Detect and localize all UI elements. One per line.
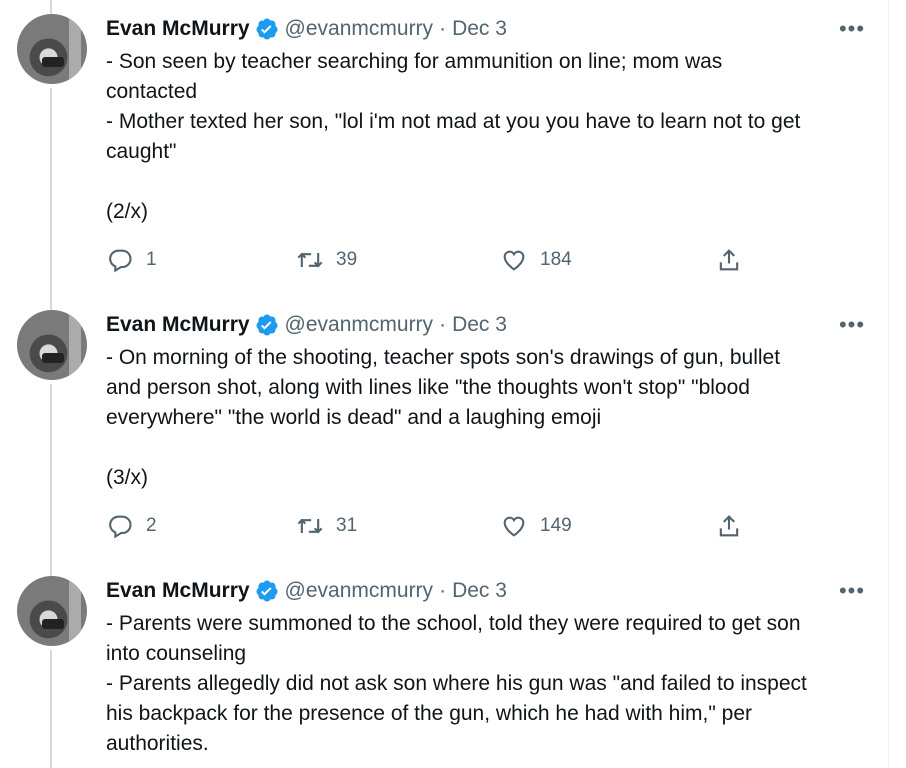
verified-badge-icon — [255, 313, 279, 337]
reply-count: 1 — [146, 249, 157, 270]
tweet-text-line: everywhere" "the world is dead" and a laughing emoji — [106, 406, 602, 429]
reply-button[interactable] — [106, 511, 157, 541]
retweet-button[interactable] — [296, 511, 357, 541]
share-icon — [715, 246, 743, 274]
tweet[interactable] — [0, 0, 888, 290]
tweet-header — [106, 310, 507, 340]
separator-dot: · — [439, 313, 447, 336]
author-name[interactable]: Evan McMurry — [106, 579, 250, 602]
tweet-text-line: - Parents allegedly did not ask son where his gun was "and failed to inspect — [106, 672, 807, 695]
like-count: 184 — [540, 249, 572, 270]
tweet-header — [106, 14, 507, 44]
column-border — [888, 0, 889, 768]
tweet-text — [106, 47, 876, 227]
tweet-text-line — [106, 167, 876, 197]
avatar[interactable] — [17, 576, 87, 646]
tweet-actions — [106, 245, 766, 275]
reply-button[interactable] — [106, 245, 157, 275]
reply-icon — [106, 246, 134, 274]
tweet-text-line: - Son seen by teacher searching for ammunition on line; mom was — [106, 50, 723, 73]
avatar[interactable] — [17, 310, 87, 380]
like-button[interactable] — [500, 245, 572, 275]
tweet-text-line: - Parents were summoned to the school, told they were required to get son — [106, 612, 801, 635]
retweet-icon — [296, 512, 324, 540]
tweet-text-line: authorities. — [106, 732, 209, 755]
like-button[interactable] — [500, 511, 572, 541]
tweet-text — [106, 609, 876, 759]
tweet[interactable] — [0, 562, 888, 768]
share-button[interactable] — [715, 245, 755, 275]
tweet-text-line — [106, 433, 876, 463]
tweet-date[interactable]: Dec 3 — [452, 17, 507, 40]
reply-count: 2 — [146, 515, 157, 536]
tweet-text-line: - On morning of the shooting, teacher spots son's drawings of gun, bullet — [106, 346, 781, 369]
avatar[interactable] — [17, 14, 87, 84]
reply-icon — [106, 512, 134, 540]
share-icon — [715, 512, 743, 540]
tweet-text-line: (3/x) — [106, 466, 148, 489]
tweet-text — [106, 343, 876, 493]
author-handle[interactable]: @evanmcmurry — [284, 579, 434, 602]
more-icon[interactable]: ••• — [838, 16, 866, 41]
separator-dot: · — [439, 579, 447, 602]
retweet-count: 39 — [336, 249, 358, 270]
tweet-text-line: - Mother texted her son, "lol i'm not mad at you you have to learn not to get — [106, 110, 801, 133]
author-handle[interactable]: @evanmcmurry — [284, 313, 434, 336]
tweet-date[interactable]: Dec 3 — [452, 313, 507, 336]
verified-badge-icon — [255, 579, 279, 603]
author-handle[interactable]: @evanmcmurry — [284, 17, 434, 40]
like-icon — [500, 246, 528, 274]
tweet-text-line: into counseling — [106, 642, 247, 665]
separator-dot: · — [439, 17, 447, 40]
tweet-text-line: caught" — [106, 140, 177, 163]
retweet-button[interactable] — [296, 245, 357, 275]
author-name[interactable]: Evan McMurry — [106, 313, 250, 336]
verified-badge-icon — [255, 17, 279, 41]
more-icon[interactable]: ••• — [838, 578, 866, 603]
tweet-text-line: contacted — [106, 80, 198, 103]
retweet-icon — [296, 246, 324, 274]
author-name[interactable]: Evan McMurry — [106, 17, 250, 40]
retweet-count: 31 — [336, 515, 358, 536]
tweet-date[interactable]: Dec 3 — [452, 579, 507, 602]
tweet[interactable] — [0, 296, 888, 558]
tweet-header — [106, 576, 507, 606]
more-icon[interactable]: ••• — [838, 312, 866, 337]
tweet-text-line: (2/x) — [106, 200, 148, 223]
share-button[interactable] — [715, 511, 755, 541]
tweet-text-line: his backpack for the presence of the gun, which he had with him," per — [106, 702, 752, 725]
tweet-text-line: and person shot, along with lines like "the thoughts won't stop" "blood — [106, 376, 750, 399]
like-count: 149 — [540, 515, 572, 536]
like-icon — [500, 512, 528, 540]
tweet-actions — [106, 511, 766, 541]
